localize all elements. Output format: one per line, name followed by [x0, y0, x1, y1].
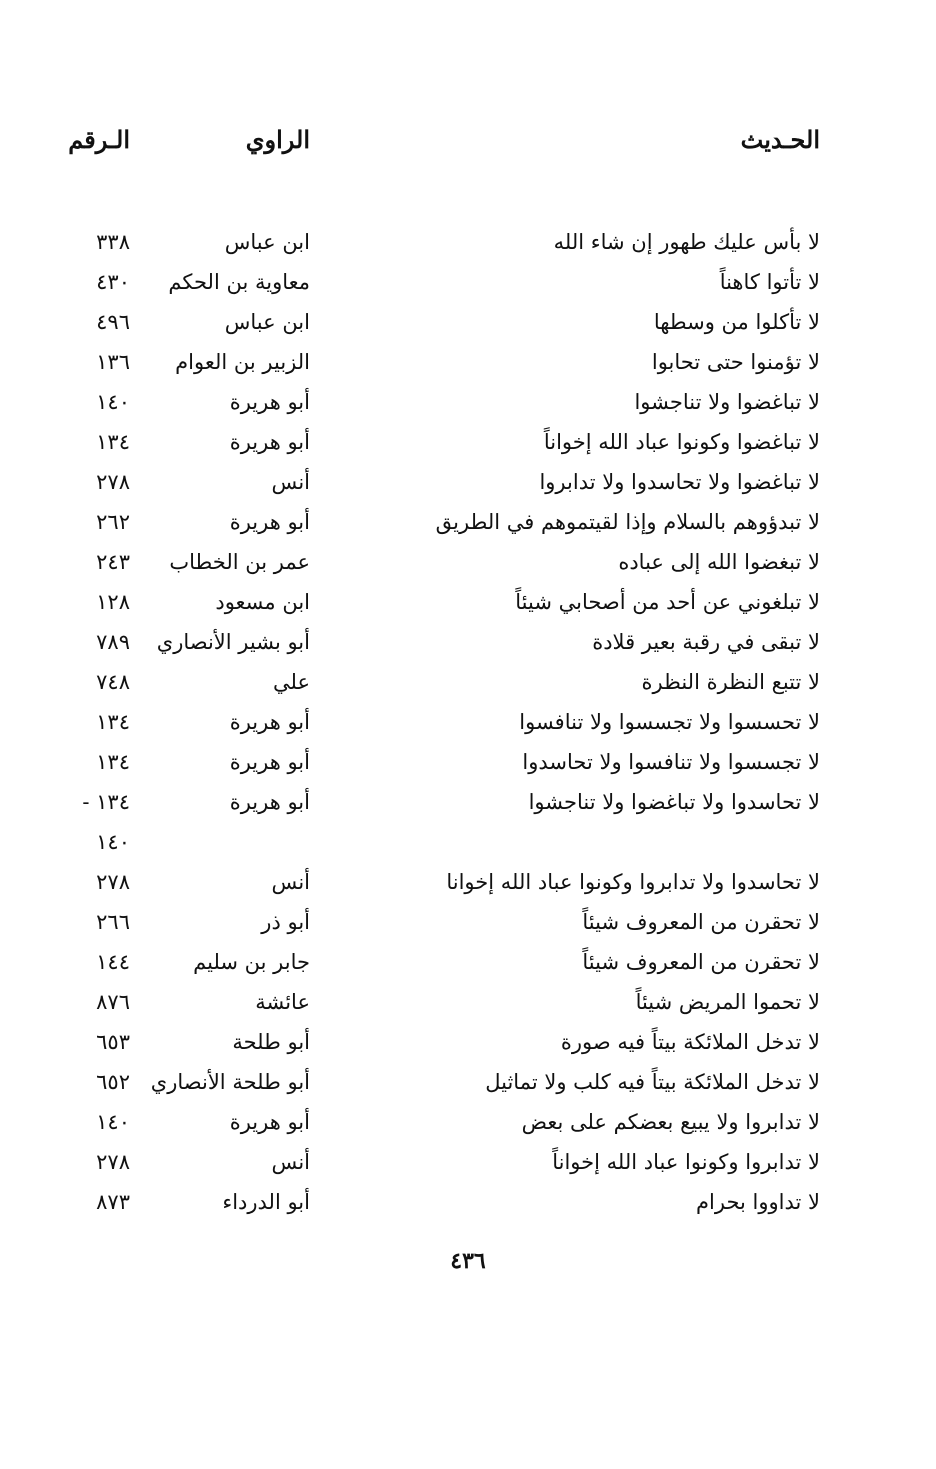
narrator-name: أبو هريرة [229, 430, 310, 454]
hadith-number: ١٣٦ [96, 350, 130, 374]
hadith-text: لا تحقرن من المعروف شيئاً [582, 910, 820, 934]
table-row [60, 422, 820, 462]
table-row [60, 382, 820, 422]
narrator-name: علي [273, 670, 310, 694]
hadith-text: لا تحاسدوا ولا تدابروا وكونوا عباد الله إخوانا [446, 870, 820, 894]
narrator-name: أبو هريرة [229, 750, 310, 774]
hadith-number: ١٢٨ [96, 590, 130, 614]
hadith-text: لا تبغضوا الله إلى عباده [618, 550, 820, 574]
hadith-number: ٨٧٦ [96, 990, 130, 1014]
hadith-text: لا تحموا المريض شيئاً [635, 990, 820, 1014]
header-narrator: الراوي [245, 125, 310, 154]
narrator-name: أنس [271, 470, 310, 494]
table-row [60, 342, 820, 382]
narrator-name: ابن عباس [224, 230, 310, 254]
narrator-name: جابر بن سليم [193, 950, 310, 974]
hadith-text: لا تداووا بحرام [696, 1190, 820, 1214]
hadith-text: لا تبدؤوهم بالسلام وإذا لقيتموهم في الطريق [435, 510, 820, 534]
hadith-text: لا تدابروا وكونوا عباد الله إخواناً [552, 1150, 820, 1174]
narrator-name: ابن عباس [224, 310, 310, 334]
table-row [60, 862, 820, 902]
hadith-text: لا تباغضوا ولا تناجشوا [634, 390, 820, 414]
hadith-text: لا تبلغوني عن أحد من أصحابي شيئاً [515, 590, 820, 614]
hadith-text: لا تدابروا ولا يبيع بعضكم على بعض [521, 1110, 820, 1134]
table-row [60, 782, 820, 822]
table-row [60, 742, 820, 782]
narrator-name: أبو طلحة الأنصاري [150, 1070, 310, 1094]
hadith-number: ٤٩٦ [96, 310, 130, 334]
narrator-name: أنس [271, 1150, 310, 1174]
hadith-number: ١٤٤ [96, 950, 130, 974]
hadith-text: لا تتبع النظرة النظرة [641, 670, 820, 694]
hadith-text: لا تحقرن من المعروف شيئاً [582, 950, 820, 974]
hadith-number: ٢٦٢ [96, 510, 130, 534]
narrator-name: أبو طلحة [232, 1030, 310, 1054]
hadith-number: ١٣٤ [96, 750, 130, 774]
hadith-number: ١٤٠ [96, 830, 130, 854]
hadith-text: لا تجسسوا ولا تنافسوا ولا تحاسدوا [522, 750, 820, 774]
hadith-number: ٢٧٨ [96, 870, 130, 894]
table-row [60, 582, 820, 622]
hadith-number: ٢٧٨ [96, 470, 130, 494]
hadith-number: ٢٤٣ [96, 550, 130, 574]
table-row [60, 622, 820, 662]
table-row [60, 1102, 820, 1142]
hadith-number: ١٤٠ [96, 1110, 130, 1134]
hadith-number: ٣٣٨ [96, 230, 130, 254]
table-row [60, 902, 820, 942]
narrator-name: عائشة [255, 990, 310, 1014]
hadith-number: ٨٧٣ [96, 1190, 130, 1214]
hadith-number: ١٣٤ - [82, 790, 130, 814]
hadith-text: لا تباغضوا وكونوا عباد الله إخواناً [543, 430, 820, 454]
narrator-name: عمر بن الخطاب [169, 550, 310, 574]
table-row [60, 662, 820, 702]
hadith-text: لا تحاسدوا ولا تباغضوا ولا تناجشوا [528, 790, 820, 814]
table-row [60, 1182, 820, 1222]
hadith-number: ٧٨٩ [96, 630, 130, 654]
hadith-text: لا تباغضوا ولا تحاسدوا ولا تدابروا [539, 470, 820, 494]
table-row [60, 702, 820, 742]
hadith-number: ٤٣٠ [96, 270, 130, 294]
hadith-text: لا تدخل الملائكة بيتاً فيه صورة [560, 1030, 820, 1054]
narrator-name: الزبير بن العوام [175, 350, 310, 374]
table-row [60, 542, 820, 582]
table-row [60, 502, 820, 542]
narrator-name: أبو هريرة [229, 710, 310, 734]
table-row [60, 942, 820, 982]
hadith-number: ١٤٠ [96, 390, 130, 414]
hadith-text: لا تبقى في رقبة بعير قلادة [592, 630, 820, 654]
narrator-name: أبو هريرة [229, 790, 310, 814]
hadith-number: ٦٥٣ [96, 1030, 130, 1054]
narrator-name: أبو الدرداء [222, 1190, 310, 1214]
hadith-number: ٧٤٨ [96, 670, 130, 694]
hadith-number: ١٣٤ [96, 710, 130, 734]
table-row [60, 1062, 820, 1102]
header-hadith: الحـديث [740, 125, 820, 154]
narrator-name: أبو بشير الأنصاري [156, 630, 310, 654]
hadith-text: لا تدخل الملائكة بيتاً فيه كلب ولا تماثيل [485, 1070, 820, 1094]
table-row [60, 222, 820, 262]
table-header [60, 125, 820, 165]
narrator-name: أبو هريرة [229, 510, 310, 534]
hadith-text: لا تأتوا كاهناً [719, 270, 820, 294]
table-row [60, 262, 820, 302]
table-row [60, 1142, 820, 1182]
table-row [60, 982, 820, 1022]
narrator-name: معاوية بن الحكم [168, 270, 310, 294]
hadith-number: ١٣٤ [96, 430, 130, 454]
table-row [60, 822, 820, 862]
hadith-number: ٢٦٦ [96, 910, 130, 934]
hadith-number: ٢٧٨ [96, 1150, 130, 1174]
header-number: الـرقم [68, 125, 130, 154]
hadith-table [60, 222, 820, 1222]
hadith-text: لا تؤمنوا حتى تحابوا [651, 350, 820, 374]
table-row [60, 1022, 820, 1062]
table-row [60, 302, 820, 342]
hadith-number: ٦٥٢ [96, 1070, 130, 1094]
table-row [60, 462, 820, 502]
narrator-name: أبو هريرة [229, 390, 310, 414]
page-number: ٤٣٦ [450, 1248, 486, 1274]
hadith-text: لا تحسسوا ولا تجسسوا ولا تنافسوا [519, 710, 820, 734]
hadith-text: لا بأس عليك طهور إن شاء الله [553, 230, 820, 254]
narrator-name: أبو ذر [261, 910, 310, 934]
narrator-name: أنس [271, 870, 310, 894]
hadith-text: لا تأكلوا من وسطها [653, 310, 820, 334]
narrator-name: ابن مسعود [215, 590, 310, 614]
narrator-name: أبو هريرة [229, 1110, 310, 1134]
